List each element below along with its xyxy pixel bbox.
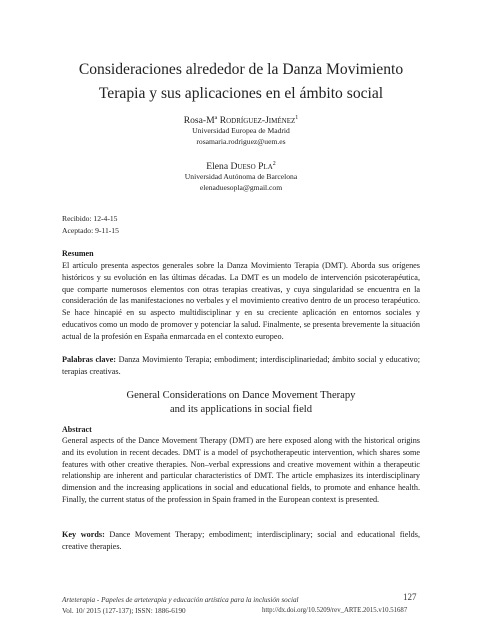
accepted-date: Aceptado: 9-11-15 xyxy=(62,226,119,235)
abstract-body: General aspects of the Dance Movement Therapy (DMT) are here exposed along with the historical origins and its evolution in recent decades. DMT is a model of psychotherapeutic intervention, which shares some features with other creative therapies. Non–verbal expressions and creative movement within a therapeutic relationship are inherent and particular characteristics of DMT. The article emphasizes its interdisciplinary dimension and the increasing applications in social and educational fields, to promote and enhance health. Finally, the current status of the profession in Spain framed in the European context is presented. xyxy=(62,436,420,504)
author-1-institution: Universidad Europea de Madrid xyxy=(192,126,290,135)
resumen-keywords xyxy=(62,354,420,378)
received-date: Recibido: 12-4-15 xyxy=(62,214,118,223)
resumen-body: El artículo presenta aspectos generales sobre la Danza Movimiento Terapia (DMT). Aborda sus orígenes históricos y su evolución en las últimas décadas. La DMT es un modelo de intervención psicoterapéutica, que comparte numerosos elementos con otras terapias creativas, y cuya singularidad se encuentra en la consideración de las manifestaciones no verbales y el movimiento creativo dentro de un proceso terapéutico. Se hace hincapié en su aspecto multidisciplinar y en su creciente aplicación en entornos sociales y educativos como un modo de promover y potenciar la salud. Finalmente, se presenta brevemente la situación actual de la profesión en España enmarcada en el contexto europeo. xyxy=(62,261,420,341)
author-2-first-name: Elena xyxy=(206,161,231,173)
resumen-keywords-label: Palabras clave: xyxy=(62,355,116,364)
author-2-note: 2 xyxy=(272,161,276,167)
page-number: 127 xyxy=(403,592,417,602)
author-1-first-name: Rosa-Mª xyxy=(183,115,220,127)
abstract-heading: Abstract xyxy=(62,425,92,434)
english-title-line-2: and its applications in social field xyxy=(169,403,313,415)
abstract-keywords-label: Key words: xyxy=(62,530,105,539)
resumen-keywords-text: Danza Movimiento Terapia; embodiment; interdisciplinariedad; ámbito social y educativo; terapias creativas. xyxy=(62,355,421,376)
footer-volume: Vol. 10/ 2015 (127-137); ISSN: 1886-6190 xyxy=(62,607,186,615)
doi-link[interactable]: http://dx.doi.org/10.5209/rev_ARTE.2015.v10.51687 xyxy=(262,607,408,614)
footer-journal-name: Arteterapia - Papeles de arteterapia y educación artística para la inclusión social xyxy=(62,596,299,604)
author-2-institution: Universidad Autónoma de Barcelona xyxy=(184,172,298,181)
abstract-keywords-text: Dance Movement Therapy; embodiment; interdisciplinary; social and educational fields, creative therapies. xyxy=(62,530,420,551)
author-1-email: rosamaria.rodriguez@uem.es xyxy=(196,137,286,146)
english-title xyxy=(62,389,420,416)
resumen-heading: Resumen xyxy=(62,249,94,258)
title-line-2: Terapia y sus aplicaciones en el ámbito social xyxy=(98,85,384,102)
author-1-last-name: Rodríguez-Jiménez xyxy=(219,115,296,127)
title-line-1: Consideraciones alrededor de la Danza Movimiento xyxy=(78,61,404,78)
abstract-keywords xyxy=(62,529,420,553)
author-1-note: 1 xyxy=(295,115,299,121)
article-title xyxy=(62,58,420,106)
english-title-line-1: General Considerations on Dance Movement Therapy xyxy=(126,390,356,401)
author-2-email: elenaduesopla@gmail.com xyxy=(199,183,283,192)
author-2-last-name: Dueso Pla xyxy=(230,161,273,173)
